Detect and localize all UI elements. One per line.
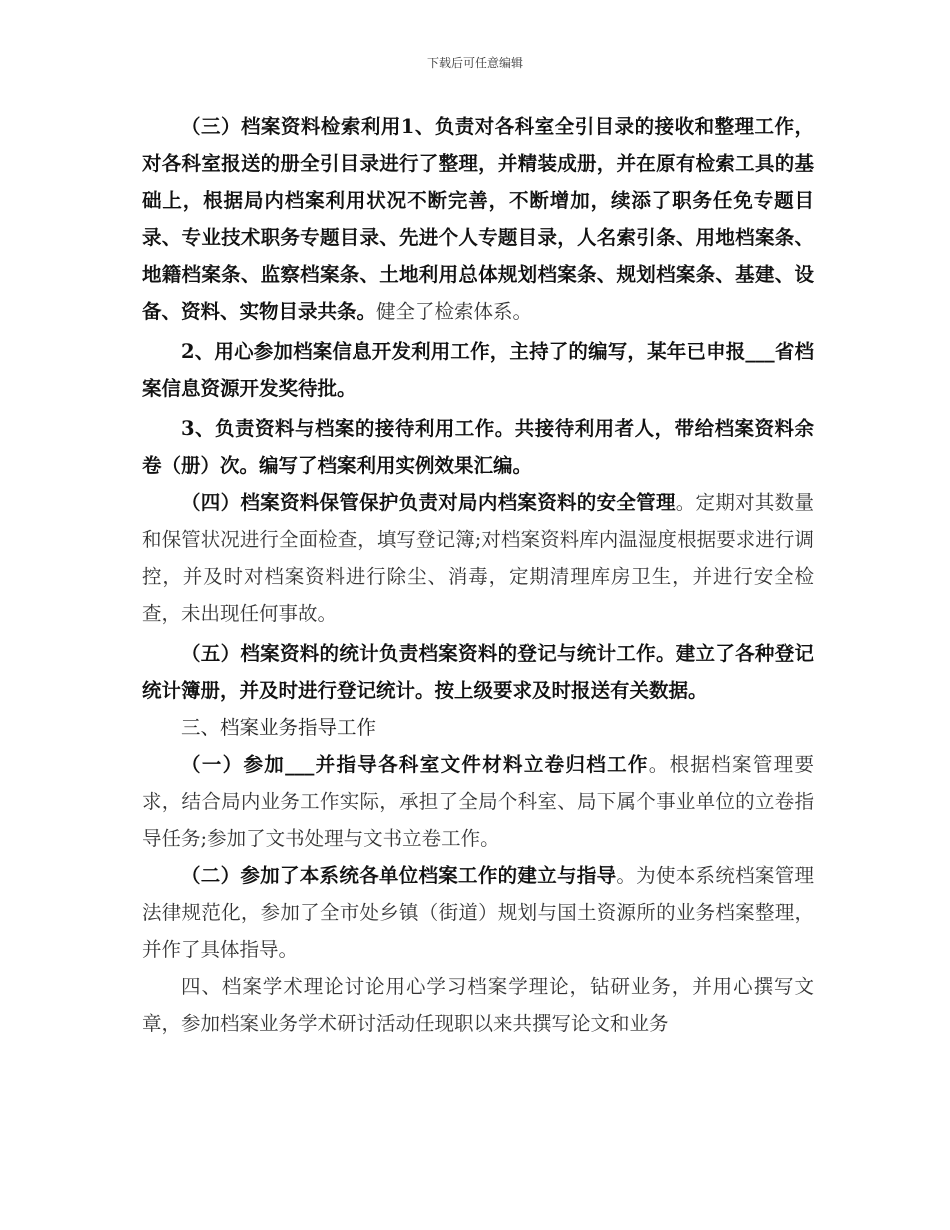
page-header: 下载后可任意编辑 (426, 56, 523, 70)
paragraph-system-guidance-normal: 。为使本系统档案管理法律规范化，参加了全市处乡镇（街道）规划与国土资源所的业务档案整理，并作了具体指导。 (142, 864, 814, 961)
paragraph-reception: 3、负责资料与档案的接待利用工作。共接待利用者人，带给档案资料余卷（册）次。编写了档案利用实例效果汇编。 (142, 417, 814, 477)
paragraph-statistics: （五）档案资料的统计负责档案资料的登记与统计工作。建立了各种登记统计簿册，并及时进行登记统计。按上级要求及时报送有关数据。 (142, 642, 814, 702)
paragraph-system-guidance-bold: （二）参加了本系统各单位档案工作的建立与指导 (181, 864, 617, 887)
paragraph-retrieval-bold: （三）档案资料检索利用1、负责对各科室全引目录的接收和整理工作，对各科室报送的册全引目录进行了整理，并精装成册，并在原有检索工具的基础上，根据局内档案利用状况不断完善，不断增加，续添了职务任免专题目录、专业技术职务专题目录、先进个人专题目录，人名索引条、用地档案条、地籍档案条、监察档案条、土地利用总体规划档案条、规划档案条、基建、设备、资料、实物目录共条。 (142, 115, 814, 323)
paragraph-retrieval-normal: 健全了检索体系。 (376, 300, 533, 323)
paragraph-system-guidance (142, 857, 814, 968)
paragraph-academic: 四、档案学术理论讨论用心学习档案学理论，钻研业务，并用心撰写文章，参加档案业务学术研讨活动任现职以来共撰写论文和业务 (142, 975, 814, 1035)
paragraph-storage-normal: 。定期对其数量和保管状况进行全面检查，填写登记簿;对档案资料库内温湿度根据要求进行调控，并及时对档案资料进行除尘、消毒，定期清理库房卫生，并进行安全检查，未出现任何事故。 (142, 491, 814, 625)
paragraph-filing-guidance (142, 746, 814, 857)
paragraph-filing-guidance-bold: （一）参加___并指导各科室文件材料立卷归档工作 (181, 753, 649, 776)
paragraph-info-development: 2、用心参加档案信息开发利用工作，主持了的编写，某年已申报___省档案信息资源开发奖待批。 (142, 340, 814, 400)
paragraph-storage-bold: （四）档案资料保管保护负责对局内档案资料的安全管理 (181, 491, 676, 514)
paragraph-filing-guidance-normal: 。根据档案管理要求，结合局内业务工作实际，承担了全局个科室、局下属个事业单位的立卷指导任务;参加了文书处理与文书立卷工作。 (142, 753, 814, 850)
section-heading-guidance: 三、档案业务指导工作 (181, 716, 377, 739)
document-body (142, 108, 814, 1042)
paragraph-retrieval (142, 108, 814, 330)
paragraph-storage (142, 484, 814, 632)
